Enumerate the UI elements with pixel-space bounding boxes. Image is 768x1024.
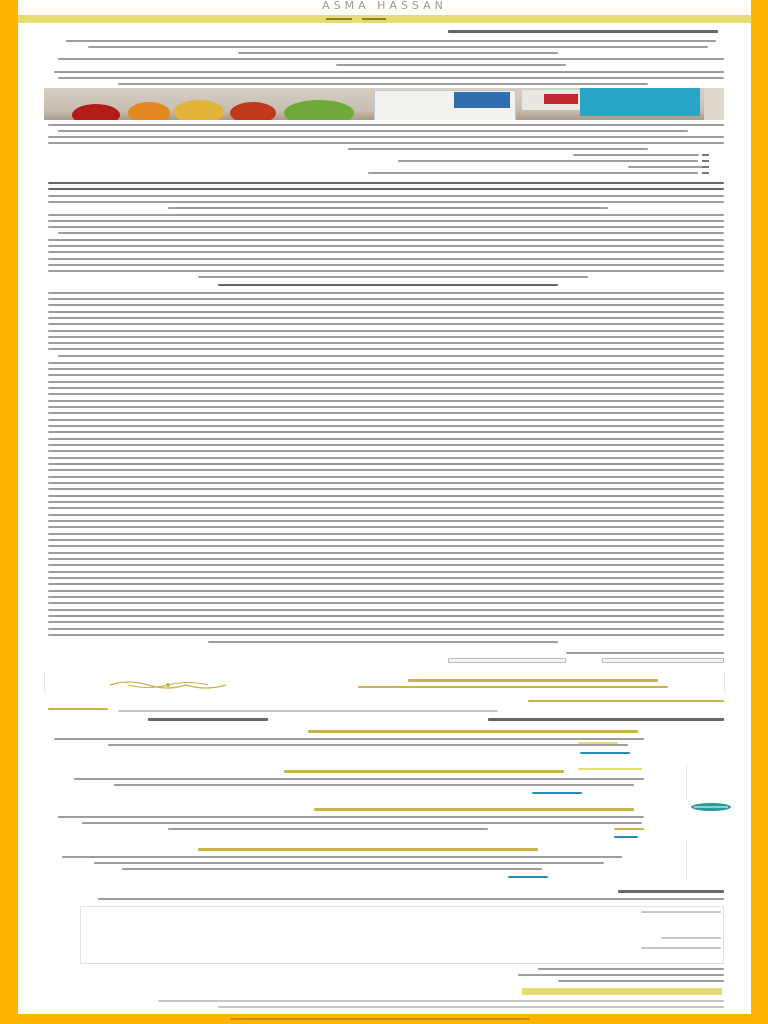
page-container — [18, 0, 751, 1014]
submit-comment-button[interactable] — [522, 988, 722, 995]
separator — [44, 672, 45, 694]
site-title[interactable]: ASMA HASSAN — [322, 0, 447, 12]
hero-image — [44, 88, 724, 120]
comment-divider — [686, 840, 687, 880]
comment-divider — [686, 764, 687, 800]
ornament-divider-icon — [108, 679, 228, 691]
separator-right — [724, 672, 725, 694]
comment-textarea[interactable] — [80, 906, 724, 964]
reply-icon[interactable] — [690, 802, 732, 812]
page-footer — [0, 1014, 768, 1024]
site-tagline — [18, 10, 751, 14]
nav-menu-item[interactable] — [326, 17, 390, 21]
post-title — [448, 30, 718, 33]
nav-bar — [18, 15, 751, 23]
